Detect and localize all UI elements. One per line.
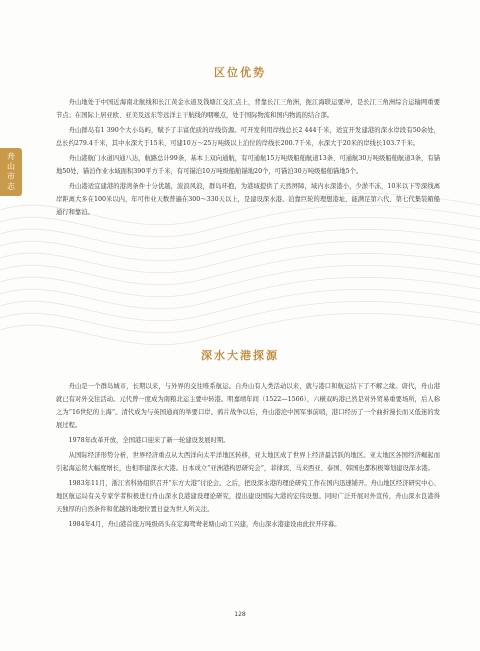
side-tab-label: 舟山市志 bbox=[6, 152, 16, 192]
paragraph: 舟山群岛有1 390个大小岛屿，赋予了丰富优质的岸线资源。可开发利用岸线总长2 444千米，适宜开发建港的深水岸段有50余处，总长约279.4千米，其中水深大于15米、可建10万～25万吨级以上泊位的岸线长200.7千米，水深大于20米的岸线长103.7千米。 bbox=[56, 127, 440, 147]
paragraph: 舟山是一个群岛城市，长期以来，与外界的交往唯系航运。自舟山有人类活动以来，就与港口和航运结下了不解之缘。唐代，舟山港就已有对外交往活动。元代曾一度成为南粮北运主要中转港。明嘉靖年间（1522—1566），六横双屿港已然是对外贸易重要场所，后人称之为“16世纪的上海”。清代成为与英国通商的举要口岸。鸦片战争以后，舟山港沦中国军事前哨，港口经历了一个曲折漫长而又低迷的发展过程。 bbox=[56, 383, 440, 429]
section-title-location-advantage: 区位优势 bbox=[214, 66, 266, 79]
paragraph: 1983年11月，浙江省科协组织召开“东方大港”讨论会。之后，把设深水港的理论研究工作在国内迅速铺开。舟山地区经济研究中心、地区航运局有关专家学者积极进行舟山深水良港建设理论研究，提出建设国际大港的宏伟设想。同时广泛开展对外宣传，舟山深水良港得天独厚的自然条件和优越的地理位置日益为世人所关注。 bbox=[56, 480, 440, 513]
paragraph: 1978年改革开放，全国港口迎来了新一轮建设发展时期。 bbox=[68, 437, 230, 444]
section-deep-water-port-origin bbox=[56, 380, 440, 533]
paragraph: 舟山港适宜建港的港湾条件十分优越，波浪风浪，群岛环抱，为港域提供了天然屏障，域内水深港小，少淤不冻，10米以下等深线离岸距离大多在100米以内，年可作业天数普遍在300～330天以上，是建设深水港、泊靠巨轮的理想港址，能满足第六代、第七代集装箱船通行和靠泊。 bbox=[56, 183, 440, 216]
chapter-side-tab bbox=[0, 148, 22, 196]
paragraph: 舟山地处于中国近海南北航线和长江黄金水道及钱塘江交汇点上，背靠长江三角洲，扼江海联运要冲，是长江三角洲综合运输网重要节点；在国际上居亚欧、亚美及远东等远洋主干航线的咽喉点，处于国际物流和国内物流的结合部。 bbox=[56, 99, 440, 119]
paragraph: 1984年4月，舟山港首座万吨级码头在定海鸳鸯老塘山动工兴建，舟山深水港建设由此拉开序幕。 bbox=[68, 521, 341, 528]
paragraph: 舟山港航门水道四通八达，航路总计99条，基本上双向通航，有可通航15万吨级船舶航道13条、可通航30万吨级船舶航道3条，有锚地50处，锚泊作业水域面积390平方千米，有可锚泊10万吨级船舶锚地20个，可锚泊30万吨级船舶锚地5个。 bbox=[56, 155, 440, 175]
page-number: 128 bbox=[234, 611, 246, 618]
section-title-deep-water-port-origin: 深水大港探源 bbox=[201, 349, 279, 362]
section-location-advantage bbox=[56, 96, 440, 221]
paragraph: 从国际经济形势分析，世界经济重点从大西洋向太平洋地区转移，亚太地区成了世界上经济最活跃的地区。亚太地区各国经济崛起而引起海运贸大幅度增长，也相率建深水大港。日本成立“亚洲港构思研究会”，菲律宾、马来西亚、泰国、韩国也都积极筹划建设深水港。 bbox=[56, 452, 440, 472]
